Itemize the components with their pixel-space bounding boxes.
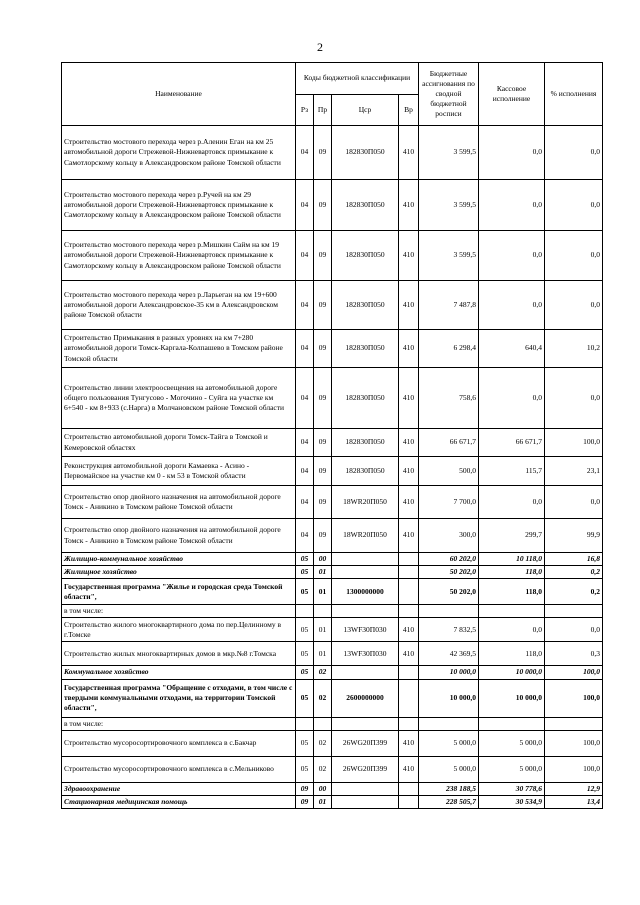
cell-vr: 410 <box>399 368 419 429</box>
cell-rz: 09 <box>296 782 314 795</box>
cell-cash: 299,7 <box>479 519 545 553</box>
cell-pr: 00 <box>314 782 332 795</box>
cell-cash: 0,0 <box>479 618 545 642</box>
cell-vr: 410 <box>399 231 419 281</box>
cell-cash: 30 778,6 <box>479 782 545 795</box>
cell-budget: 3 599,5 <box>419 126 479 180</box>
cell-csr <box>332 553 399 566</box>
header-vr: Вр <box>399 95 419 126</box>
cell-csr <box>332 666 399 679</box>
cell-pr: 09 <box>314 457 332 486</box>
cell-cash: 0,0 <box>479 231 545 281</box>
cell-rz: 04 <box>296 281 314 330</box>
cell-budget: 60 202,0 <box>419 553 479 566</box>
cell-pr: 09 <box>314 368 332 429</box>
table-row <box>62 553 603 566</box>
cell-vr: 410 <box>399 618 419 642</box>
cell-vr: 410 <box>399 457 419 486</box>
cell-rz: 04 <box>296 126 314 180</box>
cell-pr: 09 <box>314 281 332 330</box>
cell-vr <box>399 795 419 808</box>
cell-pct <box>545 717 603 730</box>
cell-vr: 410 <box>399 642 419 666</box>
cell-name: Строительство опор двойного назначения на автомобильной дороге Томск - Аникино в Томском районе Томской области <box>62 519 296 553</box>
cell-pr: 09 <box>314 486 332 519</box>
cell-budget: 50 202,0 <box>419 579 479 605</box>
cell-rz: 05 <box>296 756 314 782</box>
cell-pct: 100,0 <box>545 756 603 782</box>
cell-vr <box>399 666 419 679</box>
table-row <box>62 782 603 795</box>
cell-rz: 05 <box>296 618 314 642</box>
cell-pct: 10,2 <box>545 330 603 368</box>
cell-csr: 1300000000 <box>332 579 399 605</box>
budget-table <box>61 62 603 809</box>
cell-name: Строительство мостового перехода через р.Аленин Еган на км 25 автомобильной дороги Стрежевой-Нижневартовск примыкание к Самотлорскому кольцу в Александровском районе Томской области <box>62 126 296 180</box>
header-rz: Рз <box>296 95 314 126</box>
cell-name: Жилищно-коммунальное хозяйство <box>62 553 296 566</box>
cell-budget: 50 202,0 <box>419 566 479 579</box>
cell-rz: 04 <box>296 519 314 553</box>
cell-csr <box>332 795 399 808</box>
cell-vr <box>399 579 419 605</box>
table-row <box>62 756 603 782</box>
header-name: Наименование <box>62 63 296 126</box>
cell-name: Государственная программа "Жилье и городская среда Томской области", <box>62 579 296 605</box>
cell-rz: 05 <box>296 730 314 756</box>
table-row <box>62 281 603 330</box>
cell-name: Реконструкция автомобильной дороги Камаевка - Асино - Первомайское на участке км 0 - км 53 в Томской области <box>62 457 296 486</box>
table-row <box>62 457 603 486</box>
cell-name: Строительство жилых многоквартирных домов в мкр.№8 г.Томска <box>62 642 296 666</box>
cell-csr: 13WF30П030 <box>332 642 399 666</box>
cell-budget <box>419 717 479 730</box>
table-row <box>62 231 603 281</box>
cell-budget: 66 671,7 <box>419 429 479 457</box>
cell-name: Здравоохранение <box>62 782 296 795</box>
header-pct: % исполнения <box>545 63 603 126</box>
header-csr: Цср <box>332 95 399 126</box>
cell-pr: 09 <box>314 519 332 553</box>
cell-pr: 01 <box>314 618 332 642</box>
cell-budget: 3 599,5 <box>419 180 479 231</box>
cell-vr: 410 <box>399 756 419 782</box>
cell-pct: 13,4 <box>545 795 603 808</box>
cell-name: Строительство линии электроосвещения на автомобильной дороге общего пользования Тунгусово - Могочино - Суйга на участке км 6+540 - км 8+933 (с.Нарга) в Молчановском районе Томской области <box>62 368 296 429</box>
table-row <box>62 368 603 429</box>
cell-pct <box>545 605 603 618</box>
cell-pr: 09 <box>314 180 332 231</box>
table-body <box>62 126 603 809</box>
cell-csr: 182830П050 <box>332 457 399 486</box>
table-row <box>62 730 603 756</box>
cell-cash: 0,0 <box>479 368 545 429</box>
cell-pct: 0,2 <box>545 566 603 579</box>
cell-rz <box>296 717 314 730</box>
cell-pr <box>314 605 332 618</box>
cell-name: Строительство мостового перехода через р.Ручей на км 29 автомобильной дороги Стрежевой-Нижневартовск примыкание к Самотлорскому кольцу в Александровском районе Томской области <box>62 180 296 231</box>
cell-rz: 09 <box>296 795 314 808</box>
cell-csr: 18WR20П050 <box>332 486 399 519</box>
cell-rz: 05 <box>296 579 314 605</box>
cell-pct: 16,8 <box>545 553 603 566</box>
cell-budget: 3 599,5 <box>419 231 479 281</box>
cell-rz <box>296 605 314 618</box>
cell-pct: 100,0 <box>545 679 603 717</box>
cell-rz: 05 <box>296 679 314 717</box>
cell-cash: 118,0 <box>479 579 545 605</box>
table-row <box>62 666 603 679</box>
table-row <box>62 566 603 579</box>
table-row <box>62 618 603 642</box>
header-codes: Коды бюджетной классификации <box>296 63 419 95</box>
cell-pct: 0,0 <box>545 180 603 231</box>
cell-pct: 0,0 <box>545 618 603 642</box>
cell-cash: 118,0 <box>479 566 545 579</box>
cell-vr <box>399 782 419 795</box>
cell-name: Строительство мусоросортировочного комплекса в с.Бакчар <box>62 730 296 756</box>
cell-vr <box>399 605 419 618</box>
cell-csr: 26WG20П399 <box>332 730 399 756</box>
cell-vr <box>399 717 419 730</box>
table-row <box>62 180 603 231</box>
cell-csr: 182830П050 <box>332 429 399 457</box>
cell-pct: 0,0 <box>545 126 603 180</box>
cell-pct: 23,1 <box>545 457 603 486</box>
cell-budget: 7 487,8 <box>419 281 479 330</box>
cell-vr: 410 <box>399 730 419 756</box>
table-row <box>62 717 603 730</box>
cell-rz: 05 <box>296 642 314 666</box>
cell-name: Коммунальное хозяйство <box>62 666 296 679</box>
cell-pct: 100,0 <box>545 730 603 756</box>
cell-pct: 99,9 <box>545 519 603 553</box>
cell-csr: 2600000000 <box>332 679 399 717</box>
table-row <box>62 579 603 605</box>
cell-pct: 0,0 <box>545 281 603 330</box>
cell-name: Жилищное хозяйство <box>62 566 296 579</box>
table-row <box>62 126 603 180</box>
cell-rz: 04 <box>296 180 314 231</box>
table-row <box>62 679 603 717</box>
cell-csr <box>332 782 399 795</box>
cell-cash: 30 534,9 <box>479 795 545 808</box>
cell-csr: 182830П050 <box>332 330 399 368</box>
cell-vr: 410 <box>399 519 419 553</box>
cell-rz: 04 <box>296 231 314 281</box>
cell-pr: 01 <box>314 642 332 666</box>
table-row <box>62 519 603 553</box>
cell-csr <box>332 605 399 618</box>
cell-cash: 0,0 <box>479 180 545 231</box>
cell-pr: 09 <box>314 231 332 281</box>
cell-pr: 02 <box>314 730 332 756</box>
cell-rz: 04 <box>296 457 314 486</box>
cell-cash: 5 000,0 <box>479 756 545 782</box>
cell-rz: 05 <box>296 666 314 679</box>
cell-vr: 410 <box>399 429 419 457</box>
cell-csr: 182830П050 <box>332 126 399 180</box>
cell-vr: 410 <box>399 281 419 330</box>
cell-vr <box>399 553 419 566</box>
cell-pct: 100,0 <box>545 666 603 679</box>
cell-pct: 0,0 <box>545 231 603 281</box>
cell-budget: 5 000,0 <box>419 756 479 782</box>
cell-csr: 182830П050 <box>332 281 399 330</box>
cell-vr: 410 <box>399 330 419 368</box>
cell-cash: 115,7 <box>479 457 545 486</box>
cell-cash: 5 000,0 <box>479 730 545 756</box>
cell-rz: 04 <box>296 330 314 368</box>
cell-pct: 0,0 <box>545 368 603 429</box>
cell-budget: 7 832,5 <box>419 618 479 642</box>
cell-name: Стационарная медицинская помощь <box>62 795 296 808</box>
cell-cash: 640,4 <box>479 330 545 368</box>
cell-cash: 0,0 <box>479 486 545 519</box>
cell-name: Государственная программа "Обращение с отходами, в том числе с твердыми коммунальными отходами, на территории Томской области", <box>62 679 296 717</box>
cell-name: в том числе: <box>62 717 296 730</box>
cell-cash: 66 671,7 <box>479 429 545 457</box>
cell-pr: 00 <box>314 553 332 566</box>
cell-name: в том числе: <box>62 605 296 618</box>
cell-vr <box>399 566 419 579</box>
cell-rz: 05 <box>296 553 314 566</box>
cell-pct: 12,9 <box>545 782 603 795</box>
cell-pr: 01 <box>314 795 332 808</box>
table-row <box>62 642 603 666</box>
cell-pr: 01 <box>314 579 332 605</box>
cell-pr: 09 <box>314 429 332 457</box>
cell-budget: 7 700,0 <box>419 486 479 519</box>
table-row <box>62 330 603 368</box>
cell-pr: 02 <box>314 756 332 782</box>
table-row <box>62 429 603 457</box>
cell-pct: 100,0 <box>545 429 603 457</box>
cell-cash: 10 118,0 <box>479 553 545 566</box>
cell-budget <box>419 605 479 618</box>
cell-name: Строительство мостового перехода через р.Мишкин Сайм на км 19 автомобильной дороги Стрежевой-Нижневартовск примыкание к Самотлорскому кольцу в Александровском районе Томской области <box>62 231 296 281</box>
cell-name: Строительство мусоросортировочного комплекса в с.Мельниково <box>62 756 296 782</box>
cell-rz: 04 <box>296 368 314 429</box>
cell-csr: 182830П050 <box>332 180 399 231</box>
cell-csr <box>332 717 399 730</box>
cell-budget: 500,0 <box>419 457 479 486</box>
cell-pr: 09 <box>314 330 332 368</box>
header-cash: Кассовое исполнение <box>479 63 545 126</box>
cell-vr: 410 <box>399 126 419 180</box>
cell-pct: 0,2 <box>545 579 603 605</box>
cell-csr: 182830П050 <box>332 231 399 281</box>
cell-budget: 10 000,0 <box>419 666 479 679</box>
cell-csr <box>332 566 399 579</box>
cell-cash <box>479 717 545 730</box>
cell-budget: 10 000,0 <box>419 679 479 717</box>
cell-cash: 118,0 <box>479 642 545 666</box>
cell-cash: 0,0 <box>479 281 545 330</box>
cell-budget: 42 369,5 <box>419 642 479 666</box>
cell-budget: 758,6 <box>419 368 479 429</box>
page-number: 2 <box>317 40 323 54</box>
cell-budget: 300,0 <box>419 519 479 553</box>
cell-budget: 5 000,0 <box>419 730 479 756</box>
cell-name: Строительство Примыкания в разных уровнях на км 7+280 автомобильной дороги Томск-Каргала-Колпашево в Томском районе Томской области <box>62 330 296 368</box>
cell-csr: 13WF30П030 <box>332 618 399 642</box>
cell-vr: 410 <box>399 180 419 231</box>
cell-pr <box>314 717 332 730</box>
cell-pct: 0,3 <box>545 642 603 666</box>
table-row <box>62 795 603 808</box>
cell-name: Строительство опор двойного назначения на автомобильной дороге Томск - Аникино в Томском районе Томской области <box>62 486 296 519</box>
cell-pr: 02 <box>314 666 332 679</box>
table-row <box>62 605 603 618</box>
cell-name: Строительство жилого многоквартирного дома по пер.Целинному в г.Томске <box>62 618 296 642</box>
cell-budget: 228 505,7 <box>419 795 479 808</box>
cell-budget: 6 298,4 <box>419 330 479 368</box>
cell-rz: 04 <box>296 486 314 519</box>
cell-name: Строительство мостового перехода через р.Ларьеган на км 19+600 автомобильной дороги Александровское-35 км в Александровском районе Томской области <box>62 281 296 330</box>
cell-vr <box>399 679 419 717</box>
header-pr: Пр <box>314 95 332 126</box>
cell-cash <box>479 605 545 618</box>
cell-name: Строительство автомобильной дороги Томск-Тайга в Томской и Кемеровской областях <box>62 429 296 457</box>
cell-csr: 18WR20П050 <box>332 519 399 553</box>
table-row <box>62 486 603 519</box>
cell-budget: 238 188,5 <box>419 782 479 795</box>
cell-pr: 02 <box>314 679 332 717</box>
cell-rz: 05 <box>296 566 314 579</box>
cell-pr: 01 <box>314 566 332 579</box>
header-budget: Бюджетные ассигнования по сводной бюджетной росписи <box>419 63 479 126</box>
cell-rz: 04 <box>296 429 314 457</box>
cell-cash: 10 000,0 <box>479 666 545 679</box>
cell-csr: 182830П050 <box>332 368 399 429</box>
cell-csr: 26WG20П399 <box>332 756 399 782</box>
cell-pr: 09 <box>314 126 332 180</box>
cell-vr: 410 <box>399 486 419 519</box>
cell-cash: 10 000,0 <box>479 679 545 717</box>
cell-cash: 0,0 <box>479 126 545 180</box>
cell-pct: 0,0 <box>545 486 603 519</box>
